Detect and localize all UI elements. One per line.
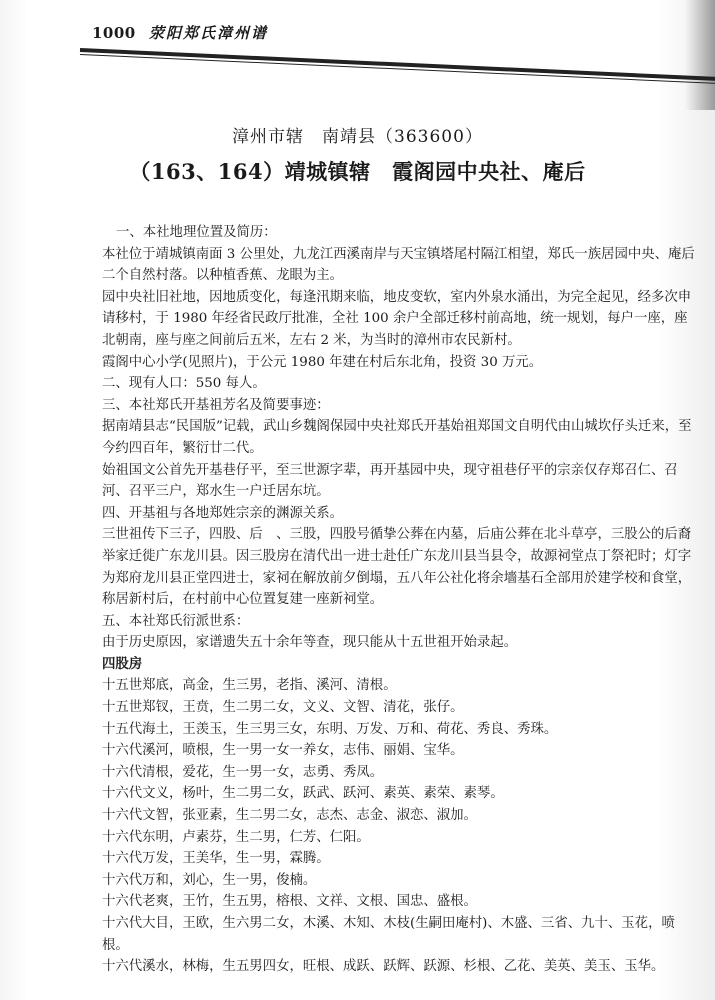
- page-corner-shadow: [685, 0, 715, 110]
- lineage-entry: 十六代溪河，喷根，生一男一女一养女，志伟、丽娟、宝华。: [102, 743, 464, 759]
- paragraph: 三世祖传下三子，四股、后 、三股，四股号循挚公葬在内墓，后庙公葬在北斗草亭，三股公的后裔举家迁徙广东龙川县。因三股房在清代出一进士赴任广东龙川县当县令，故源祠堂点丁祭祀时；灯字为郑府龙川县正堂四进士，家祠在解放前夕倒塌，五八年公社化将余墻基石全部用於建学校和食堂，称居新村后，在村前中心位置复建一座新祠堂。: [102, 527, 692, 608]
- lineage-entry: 十六代文智，张亚素，生二男二女，志杰、志金、淑恋、淑加。: [102, 808, 477, 824]
- paragraph: 始祖国文公首先开基巷仔平，至三世源字辈，再开基园中央，现守祖巷仔平的宗亲仅存郑召仁、召河、召平三户，郑水生一户迁居东坑。: [102, 462, 678, 500]
- lineage-entry: 十六代万发，王美华，生一男，霖腾。: [102, 851, 330, 867]
- lineage-entry: 十六代老爽，王竹，生五男，榕根、文祥、文根、国忠、盛根。: [102, 894, 477, 910]
- lineage-entry: 十六代大目，王欧，生六男二女，木溪、木知、木枝(生嗣田庵村)、木盛、三省、九十、玉花，喷根。: [102, 916, 675, 953]
- paragraph: 三、本社郑氏开基祖芳名及简要事迹：: [102, 397, 330, 413]
- document-body: [102, 222, 700, 978]
- lineage-entry: 十六代溪水，林梅，生五男四女，旺根、成跃、跃辉、跃源、杉根、乙花、美英、美玉、玉华。: [102, 959, 665, 975]
- paragraph: 本社位于靖城镇南面 3 公里处，九龙江西溪南岸与天宝镇塔尾村隔江相望，郑氏一族居园中央、庵后二个自然村落。以种植香蕉、龙眼为主。: [102, 246, 695, 284]
- section-title: （163、164）靖城镇辖 霞阁园中央社、庵后: [129, 159, 586, 184]
- lineage-entry: 十五世郑钗，王贲，生二男二女，文义、文智、清花，张仔。: [102, 700, 464, 716]
- lineage-entry: 十六代东明，卢素芬，生二男，仁芳、仁阳。: [102, 829, 370, 845]
- paragraph: 四、开基祖与各地郑姓宗亲的渊源关系。: [102, 505, 344, 521]
- book-title: 荥阳郑氏漳州谱: [148, 24, 268, 42]
- branch-label: 四股房: [102, 655, 143, 672]
- lineage-entry: 十五代海土，王羡玉，生三男三女，东明、万发、万和、荷花、秀良、秀珠。: [102, 721, 558, 737]
- header-rule-thin: [80, 54, 715, 84]
- location-subtitle: 漳州市辖 南靖县（363600）: [232, 127, 483, 147]
- paragraph: 五、本社郑氏衍派世系：: [102, 613, 250, 629]
- lineage-entry: 十六代万和，刘心，生一男，俊楠。: [102, 872, 317, 888]
- paragraph: 由于历史原因，家谱遗失五十余年等查，现只能从十五世祖开始录起。: [102, 635, 518, 651]
- page-number: 1000: [92, 24, 136, 42]
- lineage-entry: 十六代文义，杨叶，生二男二女，跃武、跃河、素英、素荣、素琴。: [102, 786, 504, 802]
- paragraph: 霞阁中心小学(见照片)，于公元 1980 年建在村后东北角，投资 30 万元。: [102, 354, 543, 370]
- lineage-entry: 十五世郑底，高金，生三男，老指、溪河、清根。: [102, 678, 397, 694]
- paragraph: 一、本社地理位置及简历：: [116, 225, 277, 240]
- paragraph: 二、现有人口：550 每人。: [102, 376, 266, 392]
- lineage-entry: 十六代清根，爱花，生一男一女，志勇、秀凤。: [102, 764, 384, 780]
- running-header: [92, 22, 612, 56]
- paragraph: 据南靖县志“民国版”记载，武山乡魏阁保园中央社郑氏开基始祖郑国文自明代由山城坎仔头迁来，至今约四百年，繁衍廿二代。: [102, 419, 692, 456]
- paragraph: 园中央社旧社地，因地质变化，每逢汛期来临，地皮变软，室内外泉水涌出，为完全起见，经多次申请移村，于 1980 年经省民政厅批准，全社 100 余户全部迁移村前高地，统一规划，每户一座，座北朝南，座与座之间前后五米，左右 2 米，为当时的漳州市农民新村。: [102, 289, 692, 348]
